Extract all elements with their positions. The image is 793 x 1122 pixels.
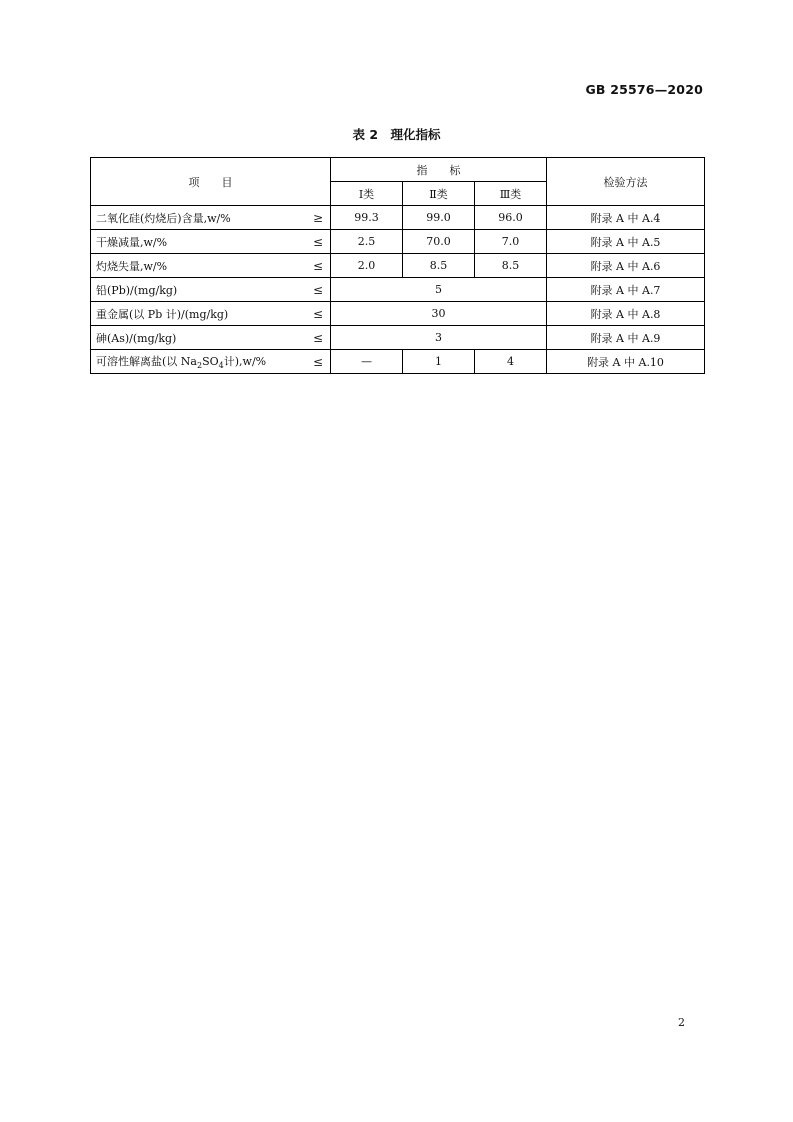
item-text-prefix: 可溶性解离盐(以 Na	[96, 354, 197, 368]
row-symbol: ≥	[299, 206, 331, 230]
row-method: 附录 A 中 A.5	[547, 230, 705, 254]
row-value-class-3: 4	[475, 350, 547, 374]
row-value-class-3: 8.5	[475, 254, 547, 278]
header-class-2: Ⅱ类	[403, 182, 475, 206]
row-method: 附录 A 中 A.10	[547, 350, 705, 374]
page-number: 2	[678, 1016, 685, 1029]
table-row	[91, 254, 705, 278]
row-symbol: ≤	[299, 302, 331, 326]
row-method: 附录 A 中 A.6	[547, 254, 705, 278]
header-index: 指 标	[331, 158, 547, 182]
row-method: 附录 A 中 A.7	[547, 278, 705, 302]
row-item: 重金属(以 Pb 计)/(mg/kg)	[91, 302, 299, 326]
standard-code: GB 25576—2020	[585, 82, 703, 97]
row-item: 灼烧失量,w/%	[91, 254, 299, 278]
table-row	[91, 302, 705, 326]
row-value-merged: 30	[331, 302, 547, 326]
row-symbol: ≤	[299, 254, 331, 278]
row-item: 铅(Pb)/(mg/kg)	[91, 278, 299, 302]
header-method: 检验方法	[547, 158, 705, 206]
table-row	[91, 278, 705, 302]
item-subscript-1: 2	[196, 361, 203, 371]
header-class-3: Ⅲ类	[475, 182, 547, 206]
row-value-class-1: 2.5	[331, 230, 403, 254]
header-item: 项 目	[91, 158, 331, 206]
row-item: 干燥减量,w/%	[91, 230, 299, 254]
row-value-class-1: —	[331, 350, 403, 374]
row-value-class-2: 1	[403, 350, 475, 374]
row-symbol: ≤	[299, 350, 331, 374]
table-title: 表 2 理化指标	[352, 127, 441, 142]
row-value-class-3: 7.0	[475, 230, 547, 254]
row-value-class-1: 2.0	[331, 254, 403, 278]
header-class-1: Ⅰ类	[331, 182, 403, 206]
table-header-row	[91, 158, 705, 182]
row-item: 二氧化硅(灼烧后)含量,w/%	[91, 206, 299, 230]
table-row	[91, 350, 705, 374]
row-item: 砷(As)/(mg/kg)	[91, 326, 299, 350]
row-value-class-3: 96.0	[475, 206, 547, 230]
row-item	[91, 350, 299, 374]
row-method: 附录 A 中 A.4	[547, 206, 705, 230]
row-symbol: ≤	[299, 326, 331, 350]
specification-table	[90, 157, 705, 374]
row-value-class-2: 8.5	[403, 254, 475, 278]
row-value-merged: 5	[331, 278, 547, 302]
row-method: 附录 A 中 A.8	[547, 302, 705, 326]
row-symbol: ≤	[299, 278, 331, 302]
table-row	[91, 326, 705, 350]
table-row	[91, 230, 705, 254]
table-row	[91, 206, 705, 230]
item-text-mid: SO	[202, 354, 219, 368]
row-value-class-2: 70.0	[403, 230, 475, 254]
item-text-suffix: 计),w/%	[223, 354, 267, 368]
row-method: 附录 A 中 A.9	[547, 326, 705, 350]
row-value-merged: 3	[331, 326, 547, 350]
item-subscript-2: 4	[218, 361, 224, 371]
row-value-class-2: 99.0	[403, 206, 475, 230]
row-value-class-1: 99.3	[331, 206, 403, 230]
row-symbol: ≤	[299, 230, 331, 254]
